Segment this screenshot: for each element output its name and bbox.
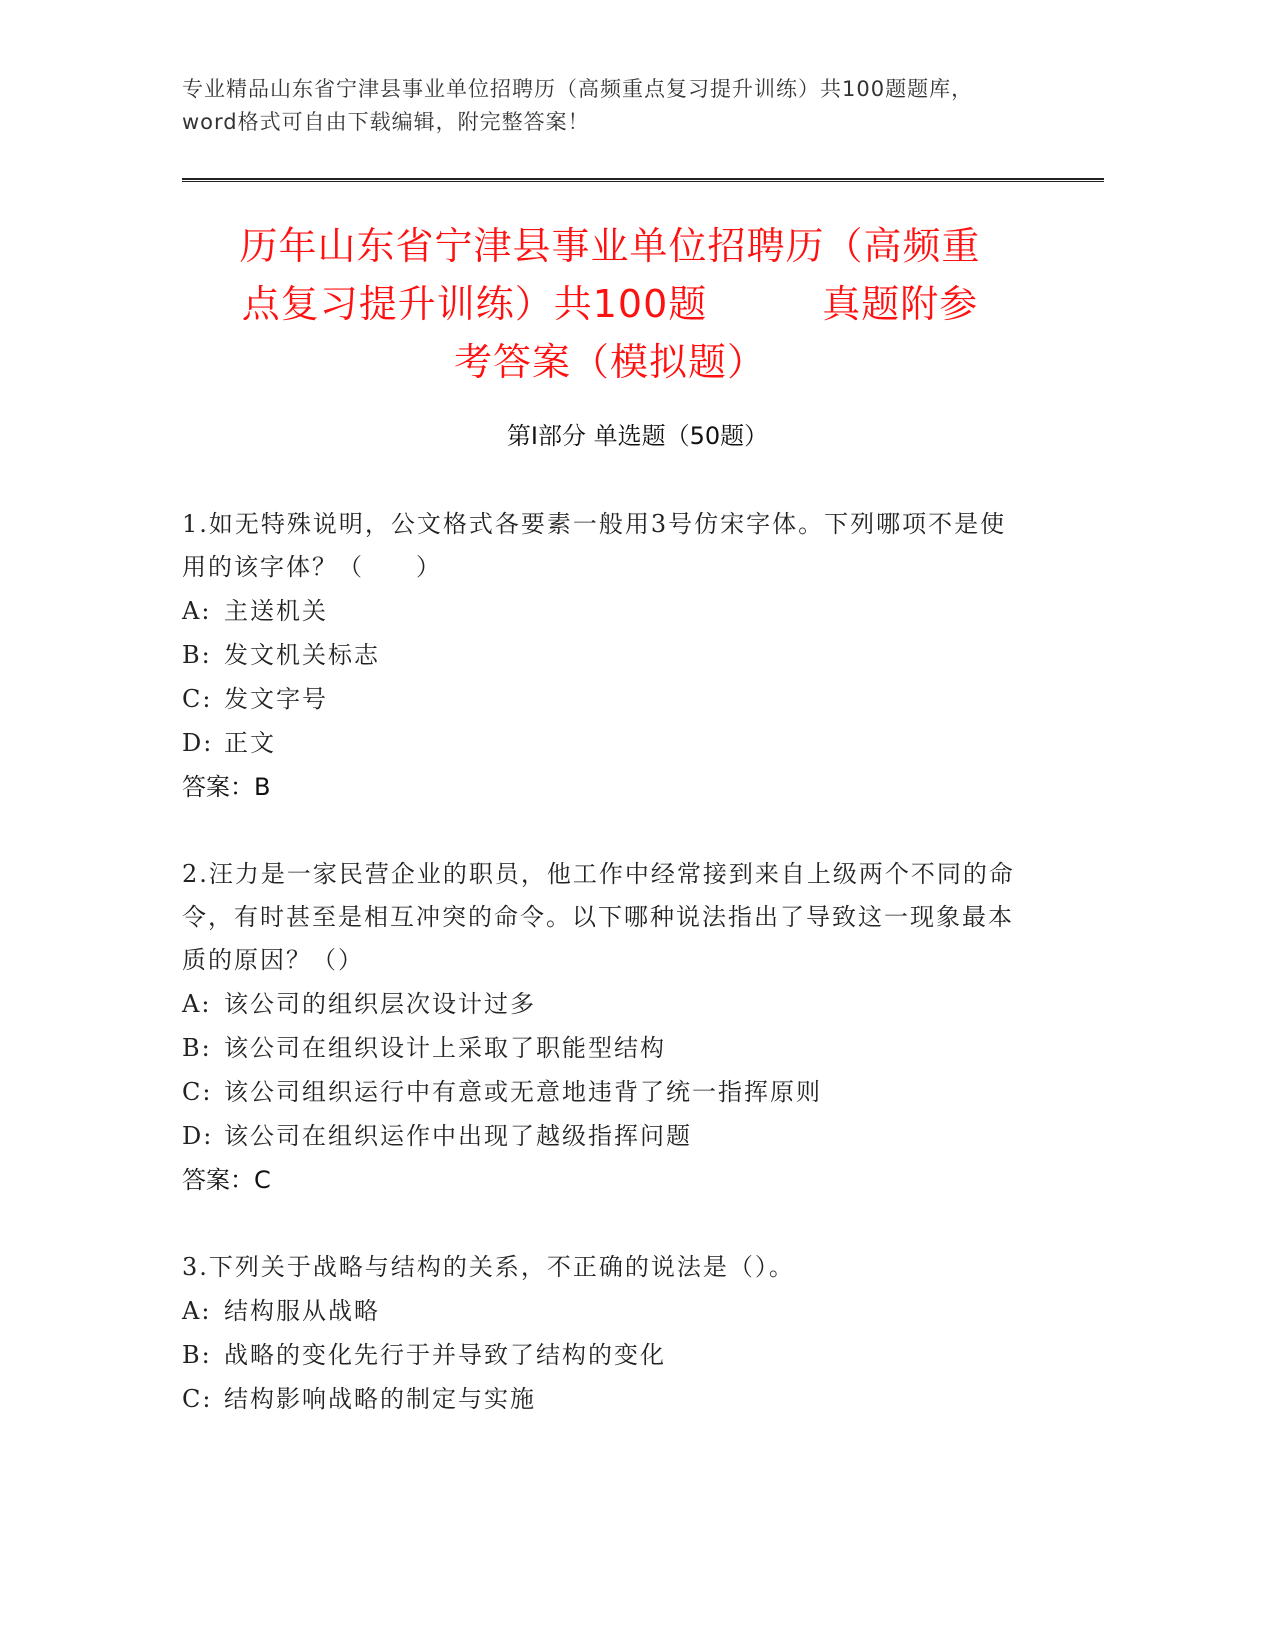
option-text: 发文机关标志 xyxy=(224,641,380,669)
answer: 答案：B xyxy=(182,773,271,801)
document-title xyxy=(190,217,1030,391)
question-1 xyxy=(182,503,1022,809)
question-stem: 1.如无特殊说明，公文格式各要素一般用3号仿宋字体。下列哪项不是使用的该字体？（ ） xyxy=(182,510,1007,581)
option-label: D: xyxy=(182,1122,214,1150)
question-stem: 3.下列关于战略与结构的关系，不正确的说法是（）。 xyxy=(182,1253,795,1281)
option-label: C: xyxy=(182,685,213,713)
option-c xyxy=(182,1070,1022,1114)
title-line-2 xyxy=(190,275,1030,333)
title-line-1: 历年山东省宁津县事业单位招聘历（高频重 xyxy=(239,224,981,268)
option-b xyxy=(182,1333,1022,1377)
question-stem: 2.汪力是一家民营企业的职员，他工作中经常接到来自上级两个不同的命令，有时甚至是相互冲突的命令。以下哪种说法指出了导致这一现象最本质的原因？（） xyxy=(182,860,1015,974)
header-divider xyxy=(182,178,1104,182)
title-line-3: 考答案（模拟题） xyxy=(453,340,766,384)
option-a xyxy=(182,589,1022,633)
option-text: 该公司在组织运作中出现了越级指挥问题 xyxy=(224,1122,692,1150)
option-text: 该公司在组织设计上采取了职能型结构 xyxy=(224,1034,666,1062)
question-3 xyxy=(182,1246,1022,1421)
title-line-2-part-a: 点复习提升训练）共100题 xyxy=(241,282,708,326)
option-label: A: xyxy=(182,990,212,1018)
option-label: B: xyxy=(182,1341,212,1369)
option-text: 结构服从战略 xyxy=(224,1297,380,1325)
option-text: 战略的变化先行于并导致了结构的变化 xyxy=(224,1341,666,1369)
answer: 答案：C xyxy=(182,1166,271,1194)
option-label: B: xyxy=(182,641,212,669)
option-text: 结构影响战略的制定与实施 xyxy=(224,1385,536,1413)
option-d xyxy=(182,1114,1022,1158)
option-label: C: xyxy=(182,1385,213,1413)
option-text: 该公司组织运行中有意或无意地违背了统一指挥原则 xyxy=(224,1078,822,1106)
option-d xyxy=(182,721,1022,765)
option-b xyxy=(182,1026,1022,1070)
option-label: A: xyxy=(182,597,212,625)
option-label: C: xyxy=(182,1078,213,1106)
option-c xyxy=(182,1377,1022,1421)
option-text: 正文 xyxy=(224,729,276,757)
option-text: 发文字号 xyxy=(224,685,328,713)
option-b xyxy=(182,633,1022,677)
option-label: A: xyxy=(182,1297,212,1325)
option-a xyxy=(182,982,1022,1026)
question-list xyxy=(182,503,1022,1465)
option-label: D: xyxy=(182,729,214,757)
option-text: 该公司的组织层次设计过多 xyxy=(224,990,536,1018)
option-c xyxy=(182,677,1022,721)
header-note: 专业精品山东省宁津县事业单位招聘历（高频重点复习提升训练）共100题题库，word格式可自由下载编辑，附完整答案！ xyxy=(182,77,974,134)
title-line-2-part-b: 真题附参 xyxy=(822,282,979,326)
option-text: 主送机关 xyxy=(224,597,328,625)
section-title: 第Ⅰ部分 单选题（50题） xyxy=(506,422,769,450)
option-a xyxy=(182,1289,1022,1333)
question-2 xyxy=(182,853,1022,1202)
option-label: B: xyxy=(182,1034,212,1062)
